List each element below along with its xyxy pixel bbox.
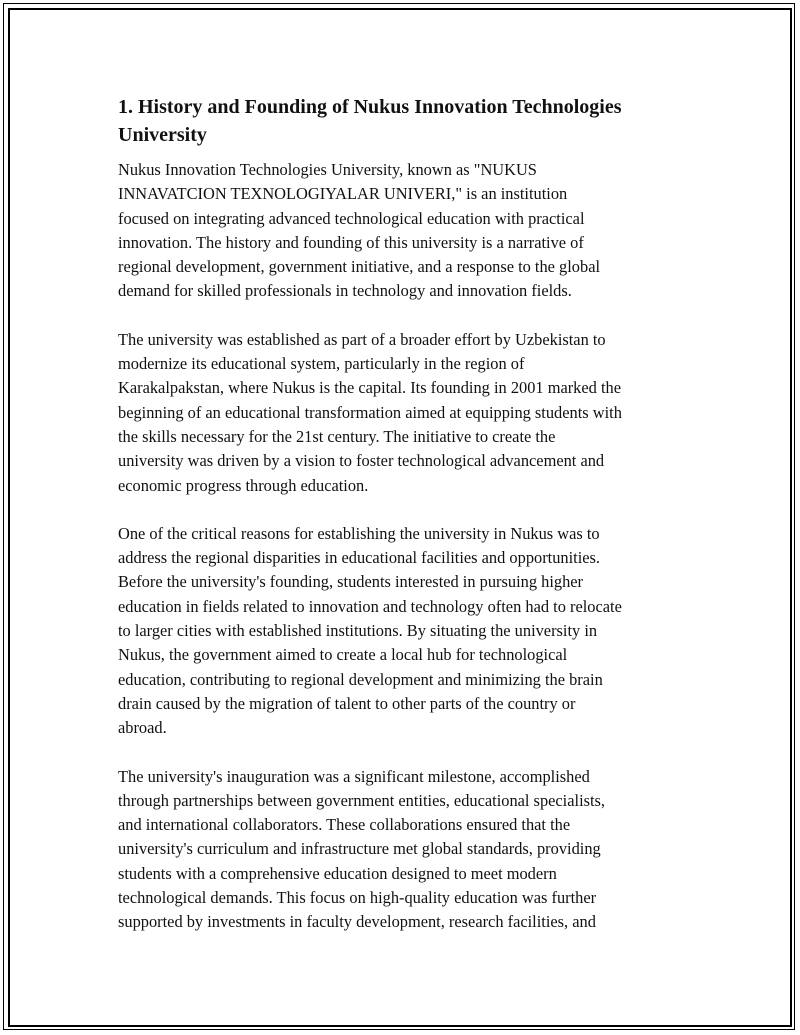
paragraph-4: The university's inauguration was a significant milestone, accomplished through partnerships between government entities, educational specialists, and international collaborators. These collaborations ensured that the university's curriculum and infrastructure met global standards, providing students with a comprehensive education designed to meet modern technological demands. This focus on high-quality education was further supported by investments in faculty development, research facilities, and: [118, 766, 606, 932]
document-body: [118, 93, 690, 959]
paragraph-2: The university was established as part of a broader effort by Uzbekistan to modernize its educational system, particularly in the region of Karakalpakstan, where Nukus is the capital. Its founding in 2001 marked the beginning of an educational transformation aimed at equipping students with the skills necessary for the 21st century. The initiative to create the university was driven by a vision to foster technological advancement and economic progress through education.: [118, 329, 622, 495]
paragraph-3: One of the critical reasons for establishing the university in Nukus was to address the regional disparities in educational facilities and opportunities. Before the university's founding, students interested in pursuing higher education in fields related to innovation and technology often had to relocate to larger cities with established institutions. By situating the university in Nukus, the government aimed to create a local hub for technological education, contributing to regional development and minimizing the brain drain caused by the migration of talent to other parts of the country or abroad.: [118, 523, 622, 738]
section-heading: 1. History and Founding of Nukus Innovation Technologies University: [118, 96, 622, 146]
paragraph-1: Nukus Innovation Technologies University, known as "NUKUS INNAVATCION TEXNOLOGIYALAR UNIVERI," is an institution focused on integrating advanced technological education with practical innovation. The history and founding of this university is a narrative of regional development, government initiative, and a response to the global demand for skilled professionals in technology and innovation fields.: [118, 160, 601, 301]
